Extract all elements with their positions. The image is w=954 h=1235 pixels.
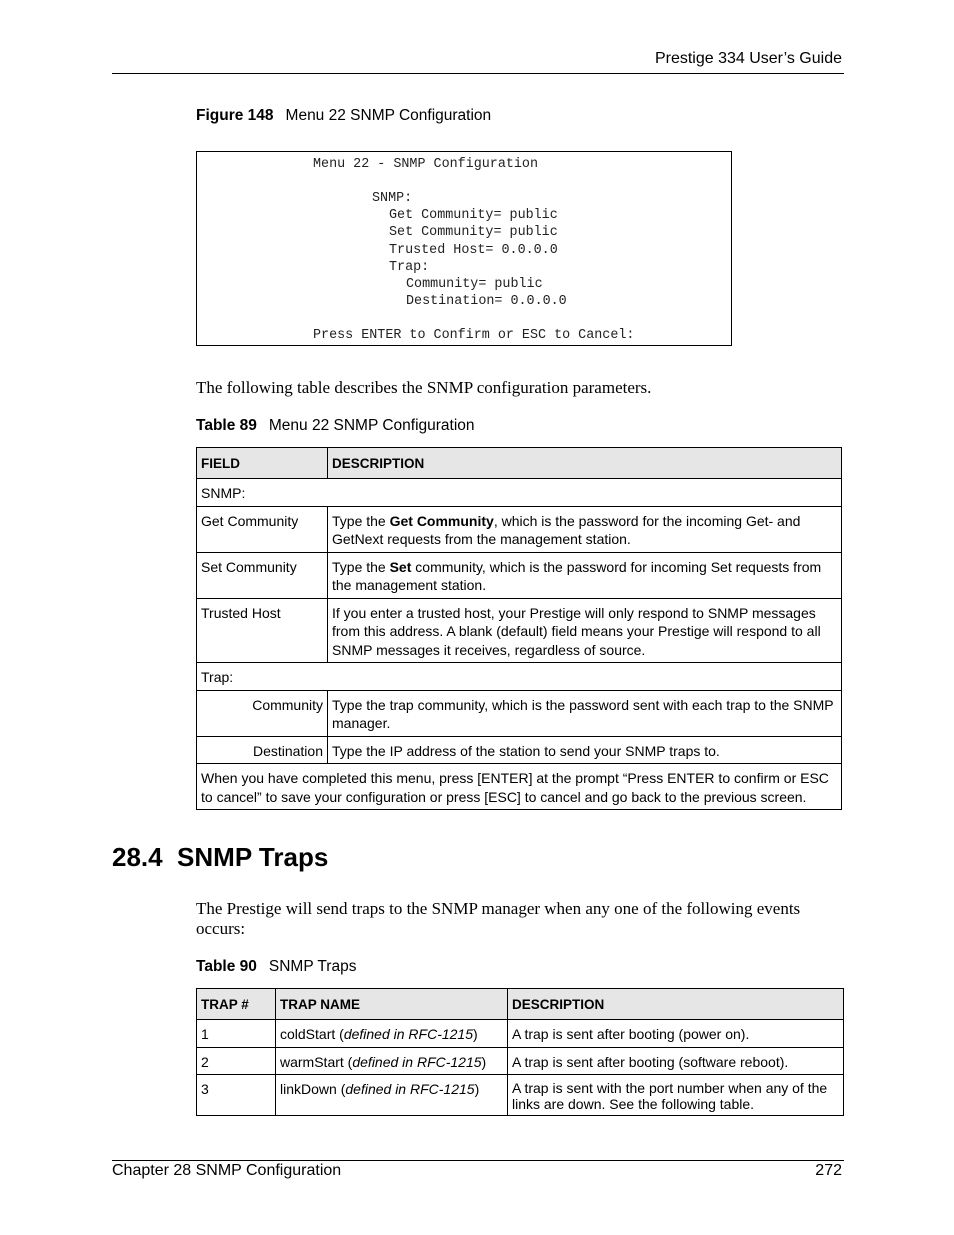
table-header-row	[197, 989, 844, 1020]
table89-caption	[196, 417, 475, 435]
console-line: Menu 22 - SNMP Configuration	[313, 157, 538, 172]
trap-number: 2	[197, 1047, 276, 1075]
table89-label: Table 89	[196, 417, 257, 434]
figure-title: Menu 22 SNMP Configuration	[285, 107, 492, 124]
group-label: SNMP:	[197, 479, 842, 507]
trap-description: A trap is sent after booting (software reboot).	[508, 1047, 844, 1075]
table-row	[197, 506, 842, 552]
table89-title: Menu 22 SNMP Configuration	[268, 417, 475, 434]
console-line: Trap:	[389, 260, 430, 275]
column-header: DESCRIPTION	[508, 989, 844, 1020]
console-line: Set Community= public	[389, 225, 558, 240]
table90-title: SNMP Traps	[268, 958, 357, 975]
table-row	[197, 690, 842, 736]
column-header: DESCRIPTION	[328, 448, 842, 479]
trap-name: warmStart (defined in RFC-1215)	[276, 1047, 508, 1075]
field-cell: Set Community	[197, 552, 328, 598]
console-line: Trusted Host= 0.0.0.0	[389, 243, 558, 258]
table-row	[197, 736, 842, 764]
trap-description: A trap is sent after booting (power on).	[508, 1020, 844, 1048]
console-line: SNMP:	[372, 191, 413, 206]
console-line: Destination= 0.0.0.0	[406, 294, 567, 309]
field-cell: Trusted Host	[197, 598, 328, 663]
running-header: Prestige 334 User’s Guide	[654, 50, 842, 67]
footer-page-number: 272	[815, 1162, 842, 1179]
trap-name: linkDown (defined in RFC-1215)	[276, 1075, 508, 1116]
footer-rule	[112, 1160, 844, 1161]
column-header: TRAP NAME	[276, 989, 508, 1020]
table-group-row	[197, 663, 842, 691]
description-cell: Type the Set community, which is the password for incoming Set requests from the management station.	[328, 552, 842, 598]
field-cell: Get Community	[197, 506, 328, 552]
console-screen	[196, 151, 732, 346]
field-cell: Community	[197, 690, 328, 736]
description-cell: If you enter a trusted host, your Prestige will only respond to SNMP messages from this address. A blank (default) field means your Prestige will respond to all SNMP messages it receives, regardless of source.	[328, 598, 842, 663]
table-row	[197, 552, 842, 598]
table-header-row	[197, 448, 842, 479]
table-row	[197, 1020, 844, 1048]
table90-label: Table 90	[196, 958, 257, 975]
table-group-row	[197, 479, 842, 507]
figure-label: Figure 148	[196, 107, 274, 124]
console-line: Get Community= public	[389, 208, 558, 223]
table-89	[196, 447, 842, 810]
console-line: Community= public	[406, 277, 543, 292]
figure-caption	[196, 107, 491, 125]
trap-name: coldStart (defined in RFC-1215)	[276, 1020, 508, 1048]
column-header: FIELD	[197, 448, 328, 479]
intro-paragraph: The following table describes the SNMP configuration parameters.	[196, 378, 652, 397]
section-heading: 28.4 SNMP Traps	[112, 842, 329, 872]
trap-number: 1	[197, 1020, 276, 1048]
field-cell: Destination	[197, 736, 328, 764]
trap-number: 3	[197, 1075, 276, 1116]
footer-chapter: Chapter 28 SNMP Configuration	[112, 1162, 342, 1179]
group-label: Trap:	[197, 663, 842, 691]
table-row	[197, 598, 842, 663]
table-footer-row	[197, 764, 842, 810]
trap-description: A trap is sent with the port number when any of the links are down. See the following table.	[508, 1075, 844, 1116]
column-header: TRAP #	[197, 989, 276, 1020]
description-cell: Type the trap community, which is the password sent with each trap to the SNMP manager.	[328, 690, 842, 736]
table-row	[197, 1047, 844, 1075]
description-cell: Type the IP address of the station to send your SNMP traps to.	[328, 736, 842, 764]
table-row	[197, 1075, 844, 1116]
section-paragraph: The Prestige will send traps to the SNMP manager when any one of the following events occurs:	[196, 899, 801, 938]
table90-caption	[196, 958, 356, 976]
footer-note: When you have completed this menu, press [ENTER] at the prompt “Press ENTER to confirm or ESC to cancel” to save your configuration or press [ESC] to cancel and go back to the previous screen.	[197, 764, 842, 810]
header-rule	[112, 73, 844, 74]
table-90	[196, 988, 844, 1116]
console-line: Press ENTER to Confirm or ESC to Cancel:	[313, 328, 635, 343]
description-cell: Type the Get Community, which is the password for the incoming Get- and GetNext requests from the management station.	[328, 506, 842, 552]
